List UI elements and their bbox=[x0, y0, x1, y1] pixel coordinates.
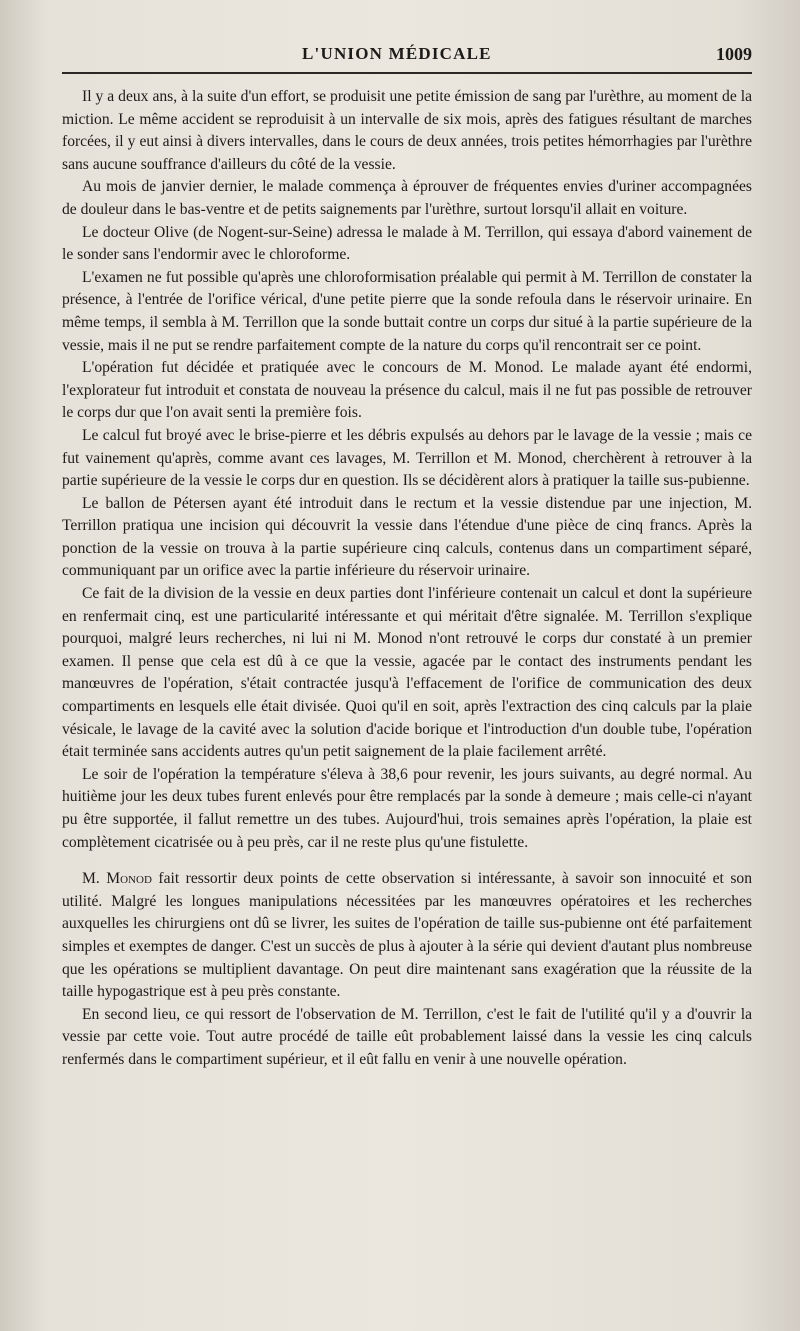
paragraph-10 bbox=[62, 868, 752, 1004]
paragraph-7: Le ballon de Pétersen ayant été introduit dans le rectum et la vessie distendue par une injection, M. Terrillon pratiqua une incision qui découvrit la vessie dans l'étendue d'une pièce de cinq francs. Après la ponction de la vessie on trouva à la partie supérieure cinq calculs, contenus dans un compartiment séparé, communiquant par un orifice avec la partie inférieure du réservoir urinaire. bbox=[62, 494, 752, 580]
speaker-name: M. Monod bbox=[82, 870, 152, 888]
paragraph-9: Le soir de l'opération la température s'éleva à 38,6 pour revenir, les jours suivants, au degré normal. Au huitième jour les deux tubes furent enlevés pour être remplacés par la sonde à demeure ; mais celle-ci n'ayant pu être supportée, il fallut remettre un des tubes. Aujourd'hui, trois semaines après l'opération, la plaie est complètement cicatrisée ou à peu près, car il ne reste plus qu'une fistulette. bbox=[62, 765, 752, 851]
header-rule bbox=[62, 72, 752, 74]
paragraph-11: En second lieu, ce qui ressort de l'observation de M. Terrillon, c'est le fait de l'utilité qu'il y a d'ouvrir la vessie par cette voie. Tout autre procédé de taille eût probablement laissé dans la vessie les cinq calculs renfermés dans le compartiment supérieur, et il eût fallu en venir à une nouvelle opération. bbox=[62, 1005, 752, 1068]
paragraph-2: Au mois de janvier dernier, le malade commença à éprouver de fréquentes envies d'uriner accompagnées de douleur dans le bas-ventre et de petits saignements par l'urèthre, surtout lorsqu'il allait en voiture. bbox=[62, 178, 752, 218]
paragraph-1: Il y a deux ans, à la suite d'un effort, se produisit une petite émission de sang par l'urèthre, au moment de la miction. Le même accident se reproduisit à un intervalle de six mois, après des fatigues résultant de marches forcées, il y eut ainsi à divers intervalles, dans le cours de deux années, trois petites hémorrhagies par l'urèthre sans aucune souffrance d'ailleurs du côté de la vessie. bbox=[62, 88, 752, 173]
paragraph-8: Ce fait de la division de la vessie en deux parties dont l'inférieure contenait un calcul et dont la supérieure en renfermait cinq, est une particularité intéressante et qui méritait d'être signalée. M. Terrillon s'explique pourquoi, malgré leurs recherches, ni lui ni M. Monod n'ont retrouvé le corps dur constaté à un premier examen. Il pense que cela est dû à ce que la vessie, agacée par le contact des instruments pendant les manœuvres de l'opération, s'était contractée jusqu'à l'effacement de l'orifice de communication des deux compartiments en lesquels elle était divisée. Quoi qu'il en soit, après l'extraction des cinq calculs par la plaie vésicale, le lavage de la cavité avec la solution d'acide borique et l'introduction d'un double tube, l'opération était terminée sans accidents autres qu'un petit saignement de la plaie facilement arrêté. bbox=[62, 585, 752, 761]
paragraph-5: L'opération fut décidée et pratiquée avec le concours de M. Monod. Le malade ayant été endormi, l'explorateur fut introduit et constata de nouveau la présence du calcul, mais il ne fut pas possible de retrouver le corps dur que l'on avait senti la première fois. bbox=[62, 359, 752, 422]
page-number: 1009 bbox=[716, 44, 752, 64]
page-header bbox=[62, 40, 752, 74]
body-text bbox=[62, 86, 752, 1072]
paragraph-6: Le calcul fut broyé avec le brise-pierre et les débris expulsés au dehors par le lavage de la vessie ; mais ce fut vainement qu'après, comme avant ces lavages, M. Terrillon et M. Monod, cherchèrent à retrouver à la partie supérieure de la vessie le corps dur en question. Ils se décidèrent alors à pratiquer la taille sus-pubienne. bbox=[62, 426, 752, 490]
paragraph-3: Le docteur Olive (de Nogent-sur-Seine) adressa le malade à M. Terrillon, qui essaya d'abord vainement de le sonder sans l'endormir avec le chloroforme. bbox=[62, 223, 752, 264]
paragraph-10-text: fait ressortir deux points de cette observation si intéressante, à savoir son innocuité et son utilité. Malgré les longues manipulations nécessitées par les manœuvres opératoires et les recherches auxquelles les chirurgiens ont dû se livrer, les suites de l'opération de taille sus-pubienne ont été parfaitement simples et exemptes de danger. C'est un succès de plus à ajouter à la série qui devient d'autant plus nombreuse que les opérations se multiplient davantage. On peut dire maintenant sans exagération que la réussite de la taille hypogastrique est à peu près constante. bbox=[62, 870, 752, 1001]
paragraph-4: L'examen ne fut possible qu'après une chloroformisation préalable qui permit à M. Terrillon de constater la présence, à l'entrée de l'orifice vérical, d'une petite pierre que la sonde refoula dans le réservoir urinaire. En même temps, il sembla à M. Terrillon que la sonde buttait contre un corps dur situé à la partie supérieure de la vessie, mais il ne put se rendre parfaitement compte de la nature du corps qu'il rencontrait ser ce point. bbox=[62, 268, 752, 354]
running-title: L'UNION MÉDICALE bbox=[302, 44, 492, 63]
